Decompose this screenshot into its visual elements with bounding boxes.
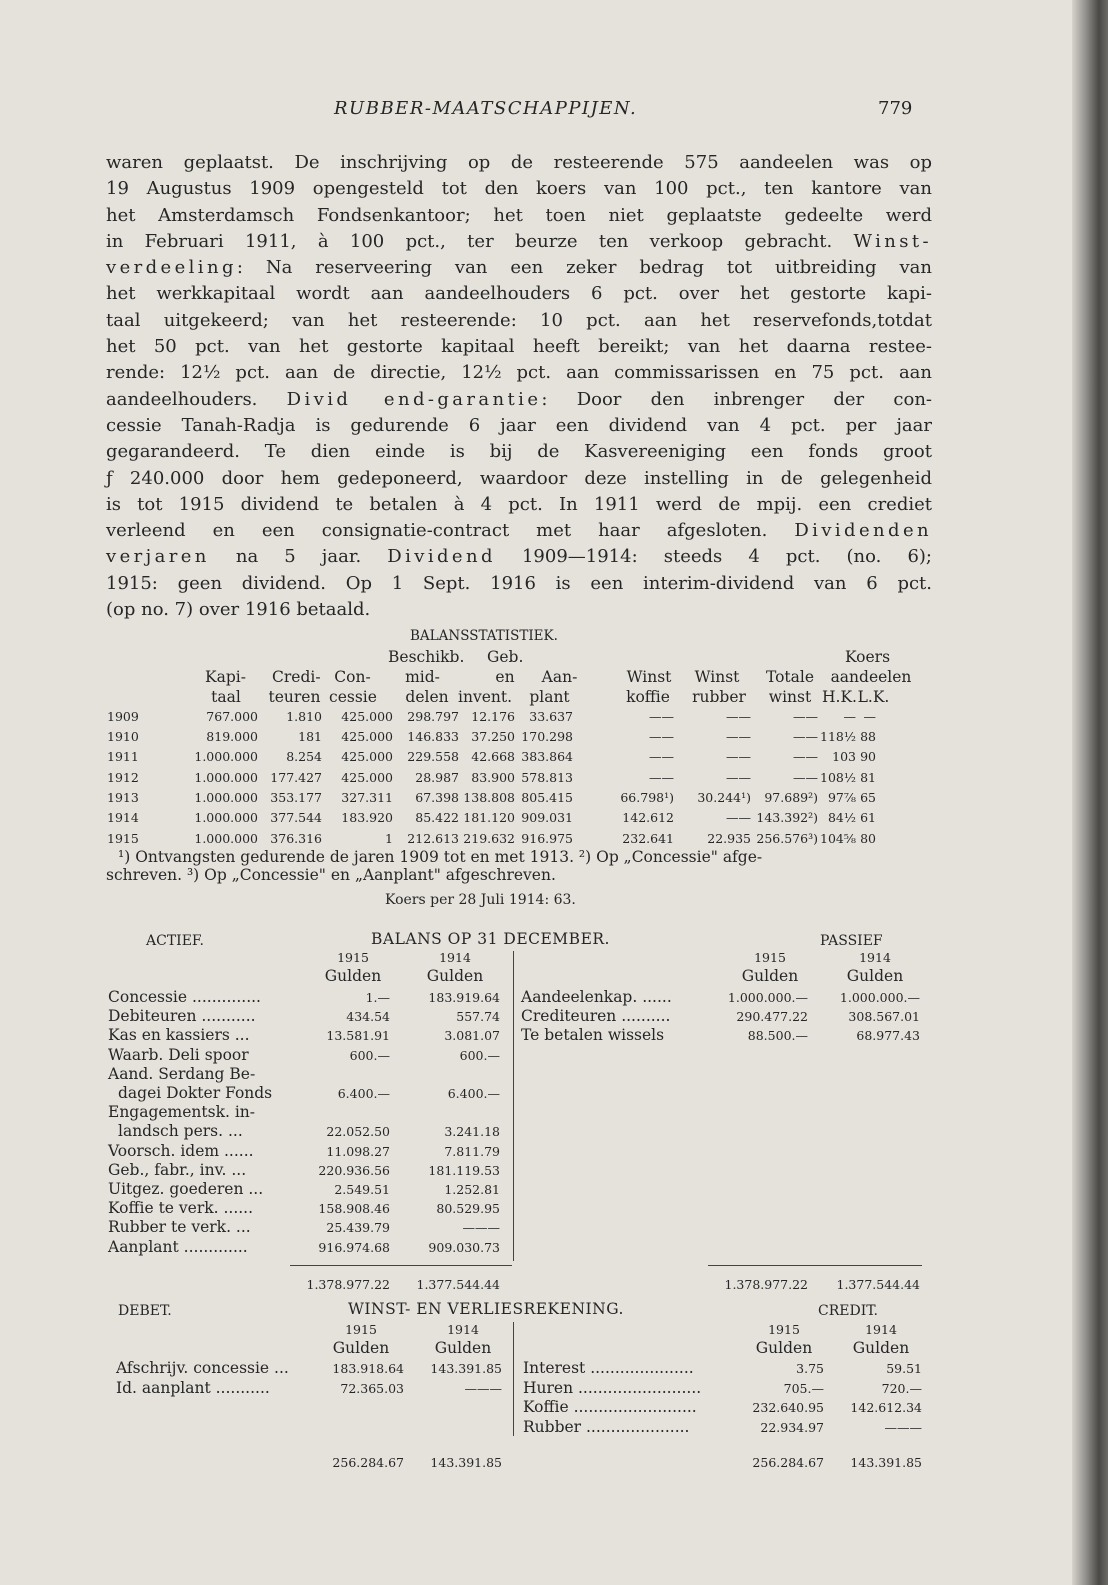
text-line: verjaren na 5 jaar. Dividend 1909—1914: steeds 4 pct. (no. 6);	[106, 546, 932, 568]
koers-note: Koers per 28 Juli 1914: 63.	[385, 892, 576, 908]
column-header: invent.	[458, 688, 513, 706]
unit-header: Gulden	[332, 1339, 390, 1357]
value-1915: 434.54	[346, 1009, 390, 1025]
value-1915: 1.000.000.—	[727, 990, 808, 1005]
passief-label: PASSIEF	[820, 933, 883, 949]
column-header: Winst	[626, 668, 672, 686]
data-cell: 103	[832, 749, 856, 764]
column-header: Winst	[694, 668, 740, 686]
text-line: (op no. 7) over 1916 betaald.	[106, 599, 371, 621]
actief-item: Kas en kassiers ...	[108, 1026, 250, 1045]
value-1914: 720.—	[881, 1380, 922, 1396]
unit-header: Gulden	[755, 1339, 813, 1357]
data-cell: 327.311	[341, 790, 393, 805]
data-cell: 33.637	[529, 709, 573, 724]
year-header: 1914	[865, 1322, 897, 1337]
unit-header: Gulden	[741, 967, 799, 985]
column-header: Credi-	[272, 668, 321, 686]
credit-item: Interest .....................	[523, 1359, 694, 1377]
data-cell: 805.415	[521, 790, 573, 805]
debet-item: Afschrijv. concessie ...	[116, 1359, 289, 1377]
data-cell: 383.864	[521, 749, 573, 764]
total-1915: 1.378.977.22	[306, 1277, 390, 1292]
running-title: RUBBER-MAATSCHAPPIJEN.	[334, 98, 638, 119]
total-1915: 256.284.67	[332, 1455, 404, 1470]
year-cell: 1909	[107, 709, 139, 724]
data-cell: 353.177	[270, 790, 322, 805]
year-header: 1915	[337, 950, 369, 965]
column-header: L.K.	[857, 688, 890, 706]
data-cell: 143.392²)	[756, 810, 818, 825]
text-line: ƒ 240.000 door hem gedeponeerd, waardoor deze instelling in de gelegenheid	[106, 467, 932, 489]
value-1914: 557.74	[456, 1009, 500, 1025]
data-cell: 1.000.000	[194, 790, 258, 805]
value-1914: 181.119.53	[428, 1162, 500, 1178]
text-line: waren geplaatst. De inschrijving op de resteerende 575 aandeelen was op	[106, 152, 932, 173]
unit-header: Gulden	[324, 967, 382, 985]
actief-item: Debiteuren ...........	[108, 1007, 256, 1026]
value-1914: 909.030.73	[428, 1239, 500, 1255]
column-header: mid-	[405, 668, 440, 686]
value-1915: 11.098.27	[326, 1143, 390, 1159]
data-cell: 81	[860, 770, 876, 785]
passief-item: Te betalen wissels	[521, 1026, 665, 1045]
column-header: delen	[405, 688, 449, 706]
statistics-title: BALANSSTATISTIEK.	[410, 628, 558, 644]
data-cell: 84½	[827, 810, 856, 825]
value-1915: 158.908.46	[318, 1201, 390, 1217]
data-cell: 1.000.000	[194, 810, 258, 825]
balance-title: BALANS OP 31 DECEMBER.	[371, 930, 610, 948]
data-cell: ——	[793, 709, 818, 724]
data-cell: ——	[649, 709, 674, 724]
column-header: koffie	[626, 688, 670, 706]
data-cell: 425.000	[341, 729, 393, 744]
data-cell: 22.935	[707, 831, 751, 846]
profit-loss-title: WINST- EN VERLIESREKENING.	[348, 1300, 624, 1318]
text-line: is tot 1915 dividend te betalen à 4 pct. In 1911 werd de mpij. een crediet	[106, 493, 932, 515]
credit-item: Huren .........................	[523, 1378, 702, 1397]
column-header: Kapi-	[205, 668, 246, 686]
data-cell: 142.612	[622, 810, 674, 825]
passief-item: Crediteuren ..........	[521, 1007, 671, 1026]
data-cell: 108½	[820, 770, 856, 785]
debet-label: DEBET.	[118, 1303, 172, 1319]
data-cell: 767.000	[206, 709, 258, 724]
data-cell: 376.316	[270, 831, 322, 846]
year-cell: 1910	[107, 729, 139, 744]
data-cell: 12.176	[471, 709, 515, 724]
data-cell: 146.833	[407, 729, 459, 744]
data-cell: ——	[726, 810, 751, 825]
value-1915: 2.549.51	[334, 1182, 390, 1197]
column-header: H.K.	[822, 688, 857, 706]
data-cell: ——	[793, 729, 818, 744]
actief-item: Geb., fabr., inv. ...	[108, 1160, 247, 1179]
column-header: winst	[768, 688, 812, 706]
data-cell: ——	[726, 749, 751, 764]
year-header: 1915	[345, 1322, 377, 1337]
value-1915: 290.477.22	[736, 1009, 808, 1025]
debet-item: Id. aanplant ...........	[116, 1378, 270, 1397]
book-spine-shadow	[1072, 0, 1108, 1585]
value-1915: 232.640.95	[752, 1400, 824, 1415]
actief-item: dagei Dokter Fonds	[118, 1084, 273, 1102]
value-1914: 3.081.07	[444, 1028, 500, 1044]
page-number: 779	[878, 98, 913, 119]
value-1914: 600.—	[459, 1047, 500, 1063]
year-header: 1915	[768, 1322, 800, 1337]
passief-item: Aandeelenkap. ......	[521, 988, 672, 1006]
data-cell: 83.900	[471, 770, 515, 785]
data-cell: 377.544	[270, 810, 322, 825]
actief-item: Voorsch. idem ......	[108, 1141, 254, 1160]
value-1915: 88.500.—	[747, 1028, 808, 1044]
column-header: en	[495, 668, 515, 686]
value-1914: 143.391.85	[430, 1361, 502, 1376]
text-line: het 50 pct. van het gestorte kapitaal heeft bereikt; van het daarna restee-	[106, 336, 932, 358]
unit-header: Gulden	[852, 1339, 910, 1357]
year-cell: 1913	[107, 790, 139, 805]
text-line: verleend en een consignatie-contract met haar afgesloten. Dividenden	[106, 520, 932, 542]
value-1914: 1.000.000.—	[839, 990, 920, 1005]
spaced-heading: Winst-	[853, 230, 932, 252]
column-header: teuren	[268, 688, 321, 706]
data-cell: 42.668	[471, 749, 515, 764]
column-header: plant	[529, 688, 570, 706]
data-cell: 170.298	[521, 729, 573, 744]
value-1915: 3.75	[796, 1361, 824, 1376]
data-cell: 1.000.000	[194, 749, 258, 764]
data-cell: 229.558	[407, 749, 459, 764]
data-cell: 37.250	[471, 729, 515, 744]
text-line: 1915: geen dividend. Op 1 Sept. 1916 is een interim-dividend van 6 pct.	[106, 572, 932, 594]
data-cell: 67.398	[415, 790, 459, 805]
value-1914: 68.977.43	[856, 1028, 920, 1044]
value-1915: 6.400.—	[337, 1086, 390, 1101]
value-1915: 916.974.68	[318, 1239, 390, 1255]
actief-item: Koffie te verk. ......	[108, 1199, 254, 1218]
year-cell: 1914	[107, 810, 139, 825]
data-cell: 298.797	[407, 709, 459, 724]
column-header: cessie	[329, 688, 377, 706]
value-1914: 3.241.18	[444, 1124, 500, 1140]
data-cell: 85.422	[415, 810, 459, 825]
value-1914: 183.919.64	[428, 990, 500, 1005]
year-cell: 1912	[107, 770, 139, 785]
spaced-heading: Dividend	[387, 546, 496, 568]
body-paragraph	[106, 150, 932, 623]
data-cell: ——	[726, 770, 751, 785]
column-rule	[513, 1322, 514, 1436]
data-cell: 181.120	[463, 810, 515, 825]
total-1915: 256.284.67	[752, 1455, 824, 1470]
actief-label: ACTIEF.	[146, 933, 204, 949]
data-cell: 97.689²)	[764, 790, 818, 805]
unit-header: Gulden	[846, 967, 904, 985]
spaced-heading: Dividenden	[794, 520, 932, 542]
value-1915: 183.918.64	[332, 1361, 404, 1376]
column-header: Totale	[765, 668, 815, 686]
data-cell: 65	[860, 790, 876, 805]
value-1914: 59.51	[886, 1361, 922, 1376]
data-cell: 916.975	[521, 831, 573, 846]
column-header: Aan-	[541, 668, 578, 686]
data-cell: 30.244¹)	[697, 790, 751, 805]
data-cell: 88	[860, 729, 876, 744]
data-cell: 578.813	[521, 770, 573, 785]
data-cell: —	[843, 709, 856, 724]
data-cell: 1.810	[286, 709, 322, 724]
data-cell: 28.987	[415, 770, 459, 785]
value-1914: 6.400.—	[447, 1086, 500, 1101]
data-cell: ——	[649, 770, 674, 785]
data-cell: 1.000.000	[194, 831, 258, 846]
data-cell: 1.000.000	[194, 770, 258, 785]
column-header: rubber	[692, 688, 746, 706]
text-line: gegarandeerd. Te dien einde is bij de Kasvereeniging een fonds groot	[106, 441, 932, 463]
data-cell: 181	[298, 729, 322, 744]
year-cell: 1911	[107, 749, 139, 764]
data-cell: 212.613	[407, 831, 459, 846]
data-cell: 819.000	[206, 729, 258, 744]
value-1915: 220.936.56	[318, 1162, 390, 1178]
column-header: Beschikb.	[388, 648, 465, 666]
text-line: 19 Augustus 1909 opengesteld tot den koers van 100 pct., ten kantore van	[106, 178, 932, 200]
data-cell: 90	[860, 749, 876, 764]
actief-item: landsch pers. ...	[118, 1122, 243, 1141]
value-1915: 72.365.03	[340, 1380, 404, 1396]
data-cell: 118½	[820, 729, 856, 744]
value-1914: 142.612.34	[850, 1400, 922, 1415]
column-header: Geb.	[487, 648, 524, 666]
value-1914: ———	[884, 1419, 922, 1435]
column-header: Koers	[845, 648, 891, 666]
value-1914: 7.811.79	[444, 1143, 500, 1159]
data-cell: 425.000	[341, 749, 393, 764]
column-header: taal	[211, 688, 241, 706]
total-1914: 143.391.85	[430, 1455, 502, 1470]
spaced-heading: Divid end-garantie	[286, 388, 542, 410]
column-header: Con-	[334, 668, 371, 686]
data-cell: 80	[860, 831, 876, 846]
value-1915: 22.052.50	[326, 1124, 390, 1140]
data-cell: ——	[793, 770, 818, 785]
actief-item: Engagementsk. in-	[108, 1103, 256, 1122]
spaced-heading: verdeeling	[106, 257, 237, 279]
year-header: 1914	[447, 1322, 479, 1337]
data-cell: ——	[793, 749, 818, 764]
unit-header: Gulden	[426, 967, 484, 985]
actief-item: Waarb. Deli spoor	[108, 1045, 249, 1064]
data-cell: 183.920	[341, 810, 393, 825]
unit-header: Gulden	[434, 1339, 492, 1357]
total-1914: 143.391.85	[850, 1455, 922, 1470]
total-rule	[708, 1265, 922, 1266]
year-header: 1914	[859, 950, 891, 965]
data-cell: 177.427	[270, 770, 322, 785]
footnote: schreven. ³) Op „Concessie" en „Aanplant" afgeschreven.	[106, 866, 556, 884]
data-cell: 66.798¹)	[620, 790, 674, 805]
value-1914: ———	[464, 1380, 502, 1396]
data-cell: 104⅝	[820, 831, 856, 846]
data-cell: 8.254	[286, 749, 322, 764]
text-line: het Amsterdamsch Fondsenkantoor; het toen niet geplaatste gedeelte werd	[106, 204, 932, 226]
data-cell: 425.000	[341, 709, 393, 724]
text-line: aandeelhouders. Divid end-garantie: Door den inbrenger der con-	[106, 388, 932, 410]
total-1914: 1.377.544.44	[416, 1277, 500, 1292]
credit-item: Koffie .........................	[523, 1398, 697, 1416]
data-cell: 425.000	[341, 770, 393, 785]
year-header: 1915	[754, 950, 786, 965]
data-cell: 138.808	[463, 790, 515, 805]
actief-item: Concessie ..............	[108, 988, 261, 1006]
year-header: 1914	[439, 950, 471, 965]
text-line: in Februari 1911, à 100 pct., ter beurze ten verkoop gebracht. Winst-	[106, 230, 932, 252]
total-1915: 1.378.977.22	[724, 1277, 808, 1292]
value-1914: ———	[462, 1220, 500, 1236]
page-header	[0, 98, 1072, 128]
value-1915: 25.439.79	[326, 1220, 390, 1236]
data-cell: 97⅞	[827, 790, 856, 805]
data-cell: ——	[649, 749, 674, 764]
actief-item: Rubber te verk. ...	[108, 1218, 251, 1237]
total-rule	[290, 1265, 512, 1266]
text-line: rende: 12½ pct. aan de directie, 12½ pct. aan commissarissen en 75 pct. aan	[106, 362, 932, 384]
value-1915: 600.—	[349, 1047, 390, 1063]
text-line: cessie Tanah-Radja is gedurende 6 jaar een dividend van 4 pct. per jaar	[106, 414, 932, 436]
credit-item: Rubber .....................	[523, 1417, 690, 1436]
data-cell: ——	[726, 729, 751, 744]
data-cell: ——	[649, 729, 674, 744]
value-1915: 13.581.91	[326, 1028, 390, 1044]
value-1915: 705.—	[783, 1380, 824, 1396]
data-cell: ——	[726, 709, 751, 724]
data-cell: 219.632	[463, 831, 515, 846]
data-cell: 61	[860, 810, 876, 825]
year-cell: 1915	[107, 831, 139, 846]
actief-item: Aand. Serdang Be-	[108, 1064, 256, 1083]
text-line: verdeeling: Na reserveering van een zeker bedrag tot uitbreiding van	[106, 257, 932, 279]
data-cell: 256.576³)	[756, 831, 818, 846]
data-cell: 909.031	[521, 810, 573, 825]
footnote: ¹) Ontvangsten gedurende de jaren 1909 tot en met 1913. ²) Op „Concessie" afge-	[118, 848, 763, 866]
data-cell: —	[863, 709, 876, 724]
data-cell: 1	[385, 831, 393, 846]
value-1914: 1.252.81	[444, 1182, 500, 1197]
value-1914: 308.567.01	[848, 1009, 920, 1025]
column-header: aandeelen	[830, 668, 912, 686]
actief-item: Uitgez. goederen ...	[108, 1180, 264, 1198]
value-1914: 80.529.95	[436, 1201, 500, 1217]
total-1914: 1.377.544.44	[836, 1277, 920, 1292]
spaced-heading: verjaren	[106, 546, 210, 568]
text-line: taal uitgekeerd; van het resteerende: 10 pct. aan het reservefonds,totdat	[106, 309, 932, 331]
value-1915: 1.—	[365, 990, 390, 1005]
credit-label: CREDIT.	[818, 1303, 878, 1319]
data-cell: 232.641	[622, 831, 674, 846]
text-line: het werkkapitaal wordt aan aandeelhouders 6 pct. over het gestorte kapi-	[106, 283, 932, 305]
column-rule	[513, 951, 514, 1261]
value-1915: 22.934.97	[760, 1419, 824, 1435]
actief-item: Aanplant .............	[108, 1237, 248, 1256]
